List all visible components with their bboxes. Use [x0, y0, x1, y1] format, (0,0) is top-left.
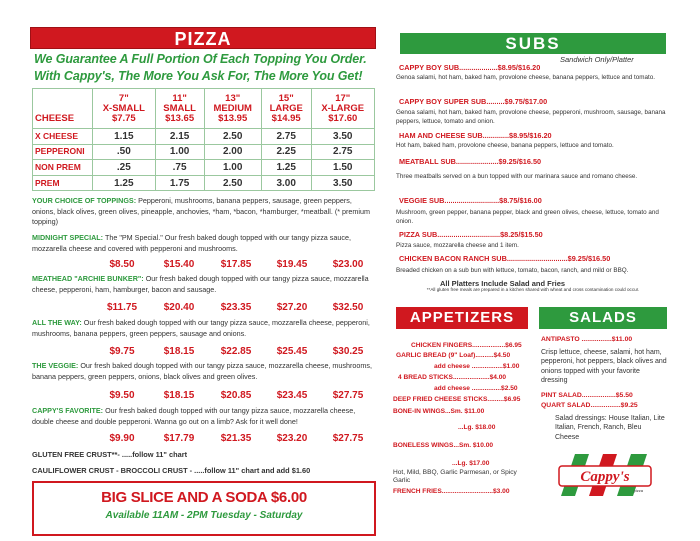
price: $27.75	[332, 433, 364, 444]
salad-item: QUART SALAD................$9.25	[541, 402, 638, 409]
appetizer-item: CHICKEN FINGERS..................$6.95	[411, 342, 522, 349]
appetizer-item: FRENCH FRIES............................$3.00	[393, 488, 510, 495]
price: $23.20	[276, 433, 308, 444]
gluten-free-crust: GLUTEN FREE CRUST**- .....follow 11" chart	[32, 450, 188, 459]
price: $22.85	[220, 346, 252, 357]
salad-item: ANTIPASTO ................$11.00	[541, 336, 633, 343]
platters-note: All Platters Include Salad and Fries	[440, 279, 566, 288]
special-desc: CAPPY'S FAVORITE: Our fresh baked dough topped with our tangy pizza sauce, mozzarella cheese, double cheese and double pepperoni. Wanna go out on a limb? Ask for it well done!	[32, 406, 356, 426]
price: $25.45	[276, 346, 308, 357]
price-cell: 2.75	[311, 144, 374, 160]
sub-name: VEGGIE SUB...........................$8.75/$16.00	[399, 196, 542, 205]
price: $19.45	[276, 259, 308, 270]
price-cell: 3.00	[261, 175, 311, 191]
special-desc: THE VEGGIE: Our fresh baked dough topped with our tangy pizza sauce, mozzarella cheese, mushrooms, banana peppers, green peppers, onions, black olives and green olives.	[32, 361, 372, 381]
sub-name: PIZZA SUB...............................$8.25/$15.50	[399, 230, 543, 239]
appetizer-addon: add cheese .................$1.00	[434, 363, 520, 370]
row-label: X CHEESE	[33, 129, 93, 145]
guarantee-text	[34, 51, 374, 85]
guarantee-line-2: With Cappy's, The More You Ask For, The More You Get!	[34, 69, 363, 83]
price: $11.75	[106, 302, 138, 313]
price: $9.75	[109, 346, 135, 357]
price: $20.40	[163, 302, 195, 313]
price-cell: 2.00	[204, 144, 261, 160]
special-desc: ALL THE WAY: Our fresh baked dough topped with our tangy pizza sauce, mozzarella cheese, pepperoni, mushrooms, banana peppers, green peppers, sausage and onions.	[32, 318, 370, 338]
appetizer-item: ...Lg. $17.00	[452, 460, 490, 467]
price-cell: 1.50	[311, 160, 374, 176]
table-row	[33, 129, 375, 145]
cheese-label: CHEESE	[33, 89, 93, 129]
price: $32.50	[332, 302, 364, 313]
price: $17.85	[220, 259, 252, 270]
price-cell: 1.15	[93, 129, 156, 145]
row-label: NON PREM	[33, 160, 93, 176]
price-cell: 1.00	[204, 160, 261, 176]
svg-text:pizza: pizza	[633, 488, 643, 493]
appetizer-item: 4 BREAD STICKS....................$4.00	[398, 374, 507, 381]
toppings-title: YOUR CHOICE OF TOPPINGS:	[32, 196, 137, 205]
sub-desc: Genoa salami, hot ham, baked ham, provolone cheese, banana peppers, lettuce and tomato.	[396, 74, 656, 81]
price: $23.35	[220, 302, 252, 313]
size-header: 17" X-LARGE $17.60	[311, 89, 374, 129]
big-slice-title: BIG SLICE AND A SODA $6.00	[101, 489, 307, 506]
salads-banner: SALADS	[539, 307, 667, 329]
cappys-logo	[555, 450, 655, 500]
price: $15.40	[163, 259, 195, 270]
price: $20.85	[220, 390, 252, 401]
pizza-banner: PIZZA	[30, 27, 376, 49]
sub-desc: Mushroom, green pepper, banana pepper, black and green olives, cheese, lettuce, tomato and onion.	[396, 209, 659, 226]
big-slice-hours: Available 11AM - 2PM Tuesday - Saturday	[105, 510, 303, 521]
appetizer-item: GARLIC BREAD (9" Loaf)..........$4.50	[396, 352, 511, 359]
sub-desc: Hot ham, baked ham, provolone cheese, banana peppers, lettuce and tomato.	[396, 142, 614, 149]
size-header: 11" SMALL $13.65	[155, 89, 204, 129]
appetizer-item: BONELESS WINGS...Sm. $10.00	[393, 442, 494, 449]
price-cell: .75	[155, 160, 204, 176]
price-cell: 1.75	[155, 175, 204, 191]
price-cell: 1.00	[155, 144, 204, 160]
price: $8.50	[109, 259, 135, 270]
price: $21.35	[220, 433, 252, 444]
appetizers-banner: APPETIZERS	[396, 307, 528, 329]
pizza-price-table	[32, 88, 375, 191]
special-desc: MIDNIGHT SPECIAL: The "PM Special." Our fresh baked dough topped with our tangy pizza sauce, mozzarella cheese and covered with pepperoni and mushrooms.	[32, 233, 351, 253]
price-cell: 2.50	[204, 129, 261, 145]
size-header: 15" LARGE $14.95	[261, 89, 311, 129]
price: $27.20	[276, 302, 308, 313]
price-cell: 2.25	[261, 144, 311, 160]
price: $23.00	[332, 259, 364, 270]
cauliflower-crust: CAULIFLOWER CRUST - BROCCOLI CRUST - .....follow 11" chart and add $1.60	[32, 466, 311, 475]
price: $18.15	[163, 346, 195, 357]
price: $9.90	[109, 433, 135, 444]
table-row	[33, 175, 375, 191]
price-cell: .25	[93, 160, 156, 176]
appetizer-item: BONE-IN WINGS...Sm. $11.00	[393, 408, 485, 415]
sub-desc: Pizza sauce, mozzarella cheese and 1 item.	[396, 242, 519, 249]
price: $27.75	[332, 390, 364, 401]
table-row	[33, 160, 375, 176]
salad-dressings: Salad dressings: House Italian, Lite Italian, French, Ranch, Bleu Cheese	[555, 415, 665, 441]
gluten-disclaimer: **All gluten free meals are prepared in a kitchen shared with wheat and cross contamination could occur.	[426, 287, 640, 292]
subs-banner: SUBS	[400, 33, 666, 54]
price-cell: .50	[93, 144, 156, 160]
sub-name: MEATBALL SUB.....................$9.25/$16.50	[399, 157, 542, 166]
price-cell: 2.50	[204, 175, 261, 191]
row-label: PREM	[33, 175, 93, 191]
price-cell: 2.75	[261, 129, 311, 145]
appetizer-addon: add cheese ................$2.50	[434, 385, 518, 392]
price-cell: 1.25	[93, 175, 156, 191]
price: $30.25	[332, 346, 364, 357]
wing-sauces: Hot, Mild, BBQ, Garlic Parmesan, or Spicy Garlic	[393, 469, 517, 485]
size-header: 13" MEDIUM $13.95	[204, 89, 261, 129]
salad-item: PINT SALAD..................$5.50	[541, 392, 633, 399]
sub-name: CAPPY BOY SUPER SUB.........$9.75/$17.00	[399, 97, 548, 106]
toppings-text: YOUR CHOICE OF TOPPINGS: Pepperoni, mushrooms, banana peppers, sausage, green peppers, onions, black olives, green olives, pineapple, anchovies, *ham, *bacon, *hamburger, *meatball. (* premium topping)	[32, 196, 370, 227]
appetizer-item: DEEP FRIED CHEESE STICKS.........$6.95	[393, 396, 521, 403]
sub-desc: Breaded chicken on a sub bun with lettuce, tomato, bacon, ranch, and mild or BBQ.	[396, 267, 629, 274]
sub-name: CHICKEN BACON RANCH SUB..............................$9.25/$16.50	[399, 254, 611, 263]
price: $23.45	[276, 390, 308, 401]
guarantee-line-1: We Guarantee A Full Portion Of Each Topping You Order.	[34, 52, 367, 66]
appetizer-item: ...Lg. $18.00	[458, 424, 496, 431]
table-row	[33, 144, 375, 160]
table-row	[33, 89, 375, 129]
price-cell: 3.50	[311, 129, 374, 145]
sub-desc: Three meatballs served on a bun topped with our marinara sauce and romano cheese.	[396, 173, 638, 180]
row-label: PEPPERONI	[33, 144, 93, 160]
size-header: 7" X-SMALL $7.75	[93, 89, 156, 129]
special-desc: MEATHEAD "ARCHIE BUNKER": Our fresh baked dough topped with our tangy pizza sauce, mozzarella cheese, pepperoni, ham, hamburger, bacon and sausage.	[32, 274, 369, 294]
price: $9.50	[109, 390, 135, 401]
sandwich-platter-note: Sandwich Only/Platter	[560, 55, 634, 64]
sub-name: CAPPY BOY SUB...................$8.95/$16.20	[399, 63, 541, 72]
price: $18.15	[163, 390, 195, 401]
price-cell: 3.50	[311, 175, 374, 191]
sub-name: HAM AND CHEESE SUB.............$8.95/$16.20	[399, 131, 552, 140]
sub-desc: Genoa salami, hot ham, baked ham, provolone cheese, pepperoni, mushroom, sausage, banana peppers, lettuce, tomato and onion.	[396, 109, 666, 126]
price: $17.79	[163, 433, 195, 444]
big-slice-box	[32, 481, 376, 536]
svg-text:Cappy's: Cappy's	[580, 469, 630, 485]
price-cell: 2.15	[155, 129, 204, 145]
salad-desc: Crisp lettuce, cheese, salami, hot ham, pepperoni, hot peppers, black olives and onions topped with your favorite dressing	[541, 349, 667, 385]
price-cell: 1.25	[261, 160, 311, 176]
